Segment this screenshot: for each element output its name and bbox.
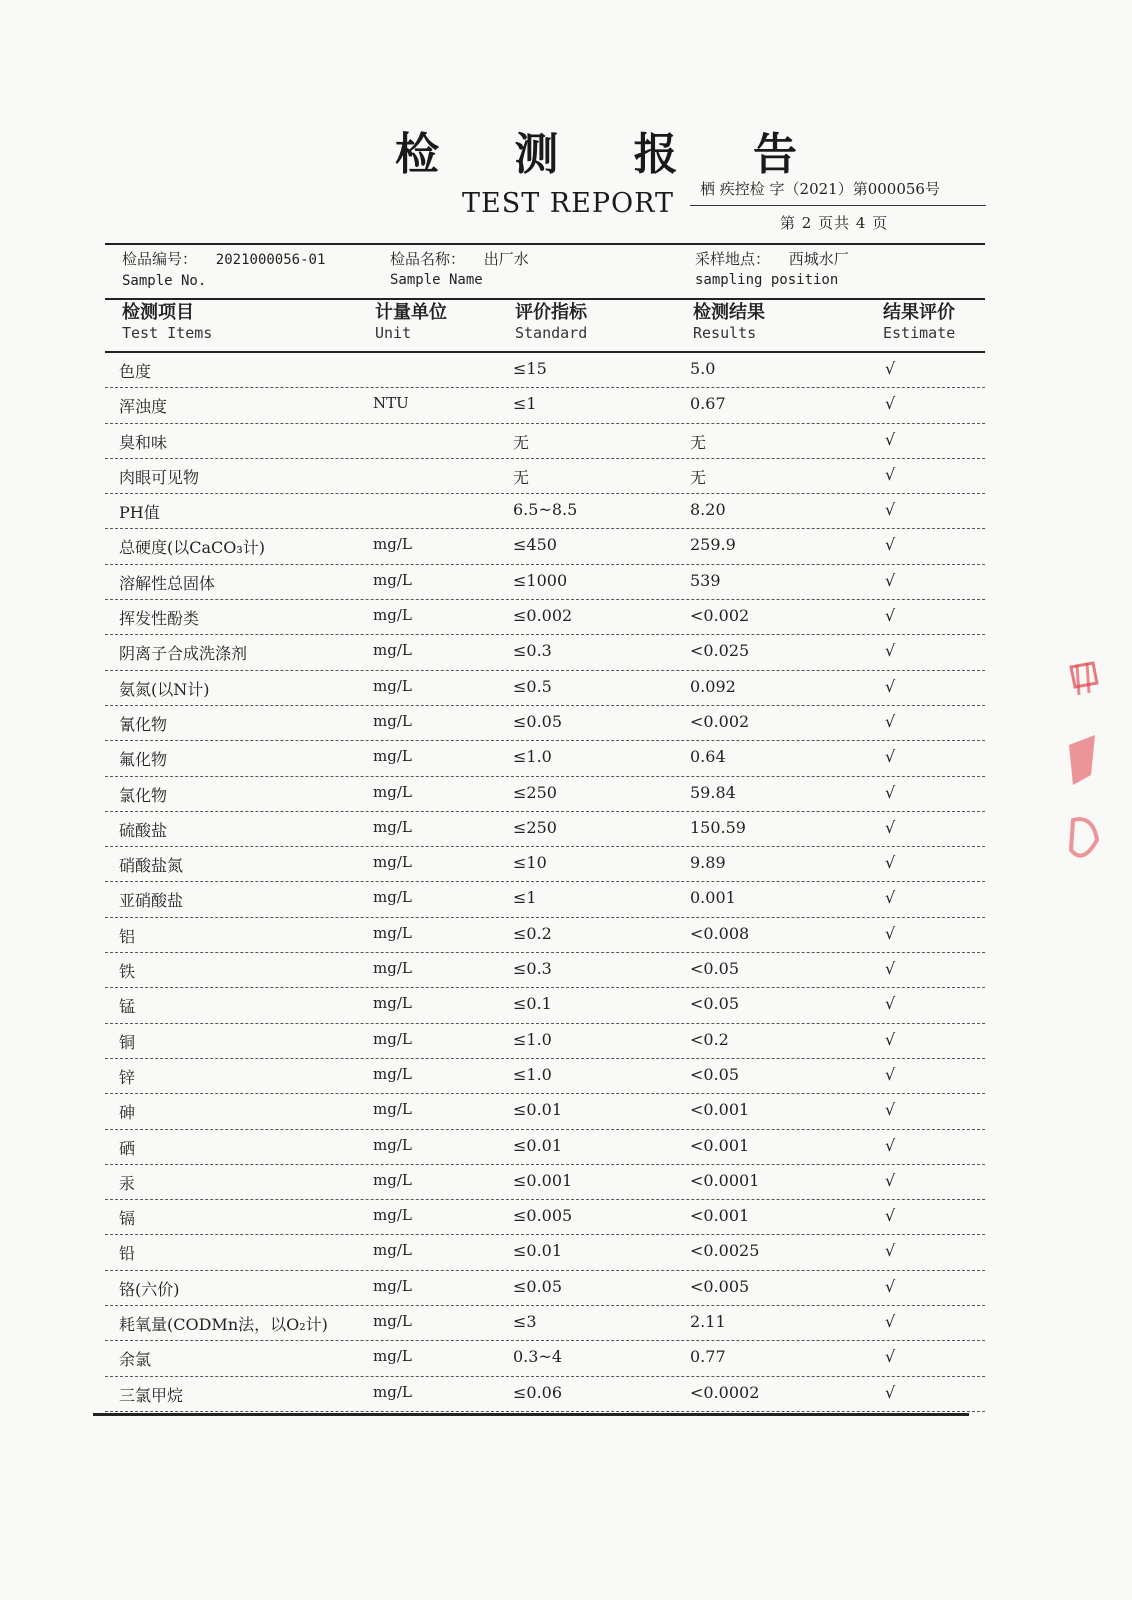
test-item-cell: 挥发性酚类 — [119, 609, 200, 629]
test-item-cell: 肉眼可见物 — [119, 467, 200, 487]
estimate-cell: √ — [885, 500, 896, 520]
result-cell: 0.092 — [690, 676, 736, 696]
sampling-position-value: 西城水厂 — [788, 250, 849, 268]
table-row — [105, 494, 985, 529]
unit-cell: mg/L — [373, 959, 412, 978]
estimate-cell: √ — [885, 606, 896, 626]
result-cell: 0.77 — [690, 1347, 726, 1367]
estimate-cell: √ — [885, 747, 896, 767]
unit-cell: mg/L — [373, 817, 412, 836]
sample-info-header — [105, 245, 985, 297]
estimate-cell: √ — [885, 394, 896, 414]
table-row — [105, 1306, 985, 1341]
unit-cell: mg/L — [373, 570, 412, 589]
sample-name-value: 出厂水 — [483, 250, 529, 268]
col-header-results-en: Results — [693, 324, 757, 342]
unit-cell: mg/L — [373, 1064, 412, 1083]
test-item-cell: 铜 — [119, 1032, 136, 1052]
table-row — [105, 1200, 985, 1235]
estimate-cell: √ — [885, 641, 896, 661]
result-cell: 0.64 — [690, 747, 726, 767]
test-item-cell: 铝 — [119, 926, 136, 946]
unit-cell: NTU — [373, 394, 409, 413]
estimate-cell: √ — [885, 535, 896, 555]
table-row — [105, 1165, 985, 1200]
standard-cell: ≤0.5 — [513, 676, 552, 696]
col-header-unit-cn: 计量单位 — [375, 302, 447, 323]
standard-cell: ≤0.01 — [513, 1100, 563, 1120]
result-cell: <0.005 — [690, 1276, 750, 1296]
result-cell: <0.002 — [690, 606, 750, 626]
test-item-cell: 汞 — [119, 1173, 136, 1193]
table-row — [105, 1271, 985, 1306]
result-cell: 0.67 — [690, 394, 726, 414]
result-cell: <0.025 — [690, 641, 750, 661]
col-header-item-en: Test Items — [122, 324, 213, 342]
table-row — [105, 953, 985, 988]
estimate-cell: √ — [885, 676, 896, 696]
standard-cell: ≤250 — [513, 817, 557, 837]
test-item-cell: 锰 — [119, 997, 136, 1017]
results-table-body — [105, 353, 985, 1412]
result-cell: 9.89 — [690, 853, 726, 873]
test-item-cell: 色度 — [119, 362, 152, 381]
standard-cell: ≤0.01 — [513, 1135, 563, 1155]
table-row — [105, 1341, 985, 1376]
standard-cell: 无 — [513, 467, 530, 487]
sample-name-block — [390, 249, 529, 290]
result-cell: <0.2 — [690, 1029, 729, 1049]
unit-cell: mg/L — [373, 1135, 412, 1154]
test-item-cell: 氰化物 — [119, 714, 168, 734]
result-cell: 无 — [690, 467, 707, 487]
col-header-item — [122, 302, 212, 344]
table-row — [105, 1235, 985, 1270]
unit-cell: mg/L — [373, 747, 412, 766]
standard-cell: ≤0.3 — [513, 959, 552, 979]
result-cell: 5.0 — [690, 359, 716, 378]
result-cell: 8.20 — [690, 500, 726, 520]
test-item-cell: 阴离子合成洗涤剂 — [119, 644, 248, 664]
standard-cell: ≤3 — [513, 1312, 537, 1332]
standard-cell: ≤1.0 — [513, 1029, 552, 1049]
test-item-cell: 硒 — [119, 1138, 136, 1158]
report-number-underline — [690, 205, 986, 206]
sample-no-value: 2021000056-01 — [215, 252, 326, 268]
result-cell: <0.05 — [690, 994, 740, 1014]
test-item-cell: 锌 — [119, 1067, 136, 1087]
test-item-cell: 亚硝酸盐 — [119, 891, 184, 911]
estimate-cell: √ — [885, 1206, 896, 1226]
result-cell: <0.001 — [690, 1100, 750, 1120]
estimate-cell: √ — [885, 1100, 896, 1120]
test-item-cell: 砷 — [119, 1103, 136, 1123]
test-item-cell: 氨氮(以N计) — [119, 679, 210, 699]
test-item-cell: 镉 — [119, 1209, 136, 1229]
standard-cell: ≤1.0 — [513, 747, 552, 767]
test-item-cell: 总硬度(以CaCO₃计) — [119, 538, 266, 558]
standard-cell: ≤0.002 — [513, 606, 573, 626]
table-row — [105, 1059, 985, 1094]
table-row — [105, 882, 985, 917]
report-title-en: TEST REPORT — [462, 188, 675, 219]
standard-cell: ≤0.06 — [513, 1382, 563, 1402]
result-cell: 150.59 — [690, 817, 746, 837]
estimate-cell: √ — [885, 1170, 896, 1190]
col-header-item-cn: 检测项目 — [122, 302, 194, 323]
standard-cell: ≤0.3 — [513, 641, 552, 661]
table-row — [105, 706, 985, 741]
table-row — [105, 812, 985, 847]
col-header-estimate — [883, 302, 955, 344]
test-item-cell: 氯化物 — [119, 785, 168, 805]
estimate-cell: √ — [885, 1347, 896, 1367]
unit-cell: mg/L — [373, 676, 412, 695]
result-cell: <0.05 — [690, 959, 740, 979]
estimate-cell: √ — [885, 888, 896, 908]
result-cell: <0.05 — [690, 1064, 740, 1084]
page-info: 第 2 页共 4 页 — [780, 214, 889, 232]
estimate-cell: √ — [885, 1029, 896, 1049]
table-row — [105, 353, 985, 388]
standard-cell: ≤1 — [513, 394, 537, 414]
estimate-cell: √ — [885, 1312, 896, 1332]
estimate-cell: √ — [885, 1064, 896, 1084]
sampling-position-label-en: sampling position — [695, 272, 839, 288]
sampling-position-block — [695, 249, 849, 290]
test-item-cell: 铅 — [119, 1244, 136, 1264]
red-seal-stamp — [1063, 655, 1103, 875]
standard-cell: 无 — [513, 432, 530, 452]
standard-cell: ≤1.0 — [513, 1064, 552, 1084]
estimate-cell: √ — [885, 1241, 896, 1261]
table-row — [105, 671, 985, 706]
unit-cell: mg/L — [373, 1347, 412, 1366]
col-header-unit — [375, 302, 447, 344]
estimate-cell: √ — [885, 782, 896, 802]
unit-cell: mg/L — [373, 923, 412, 942]
sample-name-label-cn: 检品名称： — [390, 250, 466, 268]
unit-cell: mg/L — [373, 1029, 412, 1048]
estimate-cell: √ — [885, 1382, 896, 1402]
unit-cell: mg/L — [373, 1100, 412, 1119]
col-header-standard — [515, 302, 587, 344]
unit-cell: mg/L — [373, 994, 412, 1013]
report-title-cn: 检 测 报 告 — [395, 129, 827, 180]
footer-rule — [93, 1413, 969, 1416]
estimate-cell: √ — [885, 1135, 896, 1155]
table-row — [105, 388, 985, 423]
table-row — [105, 1130, 985, 1165]
unit-cell: mg/L — [373, 1170, 412, 1189]
unit-cell: mg/L — [373, 1382, 412, 1401]
unit-cell: mg/L — [373, 782, 412, 801]
unit-cell: mg/L — [373, 1276, 412, 1295]
col-header-results-cn: 检测结果 — [693, 302, 765, 323]
result-cell: 259.9 — [690, 535, 736, 555]
table-row — [105, 424, 985, 459]
table-row — [105, 777, 985, 812]
test-item-cell: 三氯甲烷 — [119, 1385, 184, 1405]
sampling-position-label-cn: 采样地点： — [695, 250, 771, 268]
standard-cell: ≤1 — [513, 888, 537, 908]
standard-cell: ≤10 — [513, 853, 547, 873]
unit-cell: mg/L — [373, 1312, 412, 1331]
estimate-cell: √ — [885, 359, 896, 378]
result-cell: 2.11 — [690, 1312, 726, 1332]
result-cell: <0.0025 — [690, 1241, 760, 1261]
col-header-estimate-en: Estimate — [883, 324, 956, 342]
col-header-unit-en: Unit — [375, 324, 412, 342]
table-row — [105, 1024, 985, 1059]
standard-cell: ≤0.2 — [513, 923, 552, 943]
test-item-cell: 铁 — [119, 962, 136, 982]
test-item-cell: 硝酸盐氮 — [119, 856, 184, 876]
result-cell: 0.001 — [690, 888, 736, 908]
col-header-standard-en: Standard — [515, 324, 588, 342]
table-row — [105, 459, 985, 494]
test-item-cell: 硫酸盐 — [119, 820, 168, 840]
unit-cell: mg/L — [373, 606, 412, 625]
col-header-standard-cn: 评价指标 — [515, 302, 587, 323]
standard-cell: ≤0.05 — [513, 711, 563, 731]
table-row — [105, 1094, 985, 1129]
table-row — [105, 847, 985, 882]
standard-cell: ≤1000 — [513, 570, 568, 590]
table-row — [105, 635, 985, 670]
standard-cell: ≤0.01 — [513, 1241, 563, 1261]
result-cell: 59.84 — [690, 782, 736, 802]
standard-cell: 6.5~8.5 — [513, 500, 578, 520]
sample-name-label-en: Sample Name — [390, 272, 483, 288]
table-row — [105, 988, 985, 1023]
col-header-results — [693, 302, 765, 344]
standard-cell: ≤0.05 — [513, 1276, 563, 1296]
column-headers — [105, 300, 985, 352]
estimate-cell: √ — [885, 464, 896, 484]
test-item-cell: 耗氧量(CODMn法，以O₂计) — [119, 1315, 328, 1335]
estimate-cell: √ — [885, 817, 896, 837]
result-cell: 539 — [690, 570, 721, 590]
sample-no-label-cn: 检品编号： — [122, 250, 198, 268]
result-cell: <0.001 — [690, 1135, 750, 1155]
unit-cell: mg/L — [373, 1241, 412, 1260]
unit-cell: mg/L — [373, 711, 412, 730]
estimate-cell: √ — [885, 570, 896, 590]
unit-cell: mg/L — [373, 535, 412, 554]
standard-cell: 0.3~4 — [513, 1347, 563, 1367]
test-item-cell: 铬(六价) — [119, 1279, 180, 1299]
table-row — [105, 600, 985, 635]
test-item-cell: 溶解性总固体 — [119, 573, 216, 593]
standard-cell: ≤0.001 — [513, 1170, 573, 1190]
table-row — [105, 1377, 985, 1412]
standard-cell: ≤0.005 — [513, 1206, 573, 1226]
unit-cell: mg/L — [373, 641, 412, 660]
unit-cell: mg/L — [373, 853, 412, 872]
unit-cell: mg/L — [373, 1206, 412, 1225]
result-cell: <0.002 — [690, 711, 750, 731]
test-item-cell: 余氯 — [119, 1350, 152, 1370]
estimate-cell: √ — [885, 959, 896, 979]
col-header-estimate-cn: 结果评价 — [883, 302, 955, 323]
result-cell: <0.0001 — [690, 1170, 760, 1190]
standard-cell: ≤0.1 — [513, 994, 552, 1014]
table-row — [105, 918, 985, 953]
estimate-cell: √ — [885, 923, 896, 943]
result-cell: <0.008 — [690, 923, 750, 943]
unit-cell: mg/L — [373, 888, 412, 907]
result-cell: <0.001 — [690, 1206, 750, 1226]
standard-cell: ≤15 — [513, 359, 547, 378]
test-item-cell: 浑浊度 — [119, 397, 168, 417]
test-item-cell: PH值 — [119, 503, 160, 523]
report-number: 栖 疾控检 字（2021）第000056号 — [700, 180, 940, 198]
estimate-cell: √ — [885, 1276, 896, 1296]
estimate-cell: √ — [885, 429, 896, 449]
result-cell: <0.0002 — [690, 1382, 760, 1402]
test-item-cell: 氟化物 — [119, 750, 168, 770]
standard-cell: ≤450 — [513, 535, 557, 555]
test-item-cell: 臭和味 — [119, 432, 168, 452]
table-row — [105, 741, 985, 776]
estimate-cell: √ — [885, 711, 896, 731]
result-cell: 无 — [690, 432, 707, 452]
estimate-cell: √ — [885, 994, 896, 1014]
estimate-cell: √ — [885, 853, 896, 873]
sample-no-label-en: Sample No. — [122, 273, 207, 289]
sample-no-block — [122, 249, 325, 291]
standard-cell: ≤250 — [513, 782, 557, 802]
table-row — [105, 529, 985, 564]
table-row — [105, 565, 985, 600]
